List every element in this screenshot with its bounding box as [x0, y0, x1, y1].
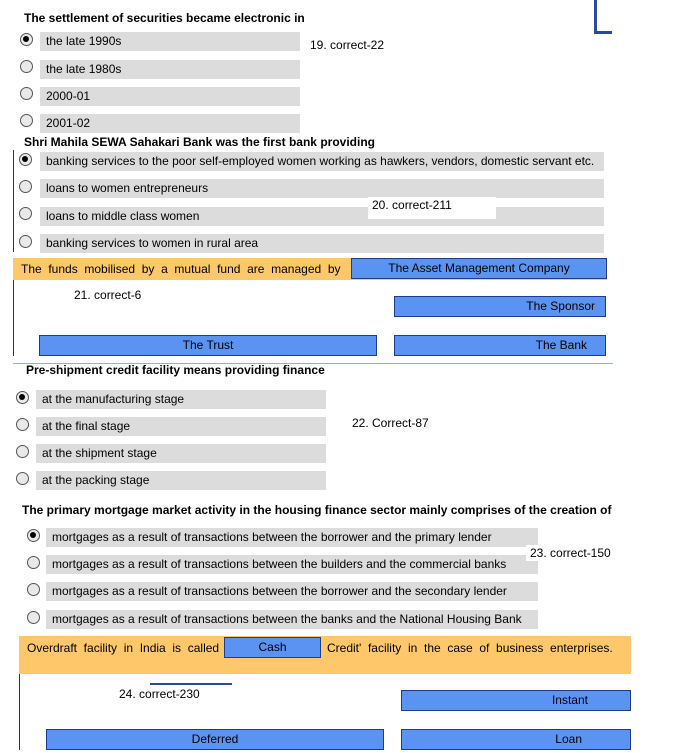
q22-radio-2[interactable] [16, 418, 29, 431]
q20-option-2[interactable]: loans to women entrepreneurs [40, 179, 604, 198]
q24-note: 24. correct-230 [115, 686, 204, 702]
q22-radio-1[interactable] [16, 391, 29, 404]
q22-option-3[interactable]: at the shipment stage [36, 444, 326, 463]
q19-question: The settlement of securities became electronic in [24, 11, 305, 25]
q24-note-line [150, 683, 232, 685]
q19-note: 19. correct-22 [306, 37, 388, 53]
q20-option-1[interactable]: banking services to the poor self-employed women working as hawkers, vendors, domestic servant etc. [40, 152, 604, 171]
q22-question: Pre-shipment credit facility means providing finance [26, 363, 325, 377]
q21-sentence: The funds mobilised by a mutual fund are managed by [21, 262, 341, 276]
q21-answer-slot[interactable]: The Asset Management Company [351, 258, 607, 279]
q22-option-4[interactable]: at the packing stage [36, 471, 326, 490]
q23-option-3[interactable]: mortgages as a result of transactions between the borrower and the secondary lender [46, 582, 538, 601]
q20-option-3[interactable]: loans to middle class women [40, 207, 604, 226]
q23-question: The primary mortgage market activity in the housing finance sector mainly comprises of the creation of [22, 503, 612, 517]
q24-choice-loan[interactable]: Loan [401, 729, 631, 750]
q21-left-border [13, 280, 14, 356]
q19-radio-4[interactable] [20, 114, 33, 127]
q23-option-1[interactable]: mortgages as a result of transactions between the borrower and the primary lender [46, 528, 538, 547]
q20-radio-2[interactable] [19, 180, 32, 193]
q19-radio-3[interactable] [20, 87, 33, 100]
q19-radio-1[interactable] [20, 33, 33, 46]
q21-choice-trust[interactable]: The Trust [39, 335, 377, 356]
q23-radio-1[interactable] [27, 529, 40, 542]
q20-radio-4[interactable] [19, 235, 32, 248]
q23-option-2[interactable]: mortgages as a result of transactions between the builders and the commercial banks [46, 555, 538, 574]
q23-radio-4[interactable] [27, 611, 40, 624]
q20-left-border [13, 150, 14, 252]
q19-option-2[interactable]: the late 1980s [40, 60, 300, 79]
q24-left-border [19, 674, 20, 750]
q22-radio-4[interactable] [16, 472, 29, 485]
q21-choice-sponsor[interactable]: The Sponsor [394, 296, 606, 317]
q22-option-1[interactable]: at the manufacturing stage [36, 390, 326, 409]
q23-radio-2[interactable] [27, 556, 40, 569]
q21-choice-bank[interactable]: The Bank [394, 335, 606, 356]
q24-choice-instant[interactable]: Instant [401, 690, 631, 711]
q22-note: 22. Correct-87 [348, 415, 433, 431]
q24-sentence-before: Overdraft facility in India is called [27, 641, 220, 655]
q20-radio-1[interactable] [19, 153, 32, 166]
q24-answer-slot[interactable]: Cash [224, 637, 321, 658]
q19-radio-2[interactable] [20, 60, 33, 73]
q23-radio-3[interactable] [27, 583, 40, 596]
q22-radio-3[interactable] [16, 445, 29, 458]
q19-option-1[interactable]: the late 1990s [40, 32, 300, 51]
partial-frame [594, 0, 612, 34]
q20-radio-3[interactable] [19, 207, 32, 220]
q23-option-4[interactable]: mortgages as a result of transactions between the banks and the National Housing Bank [46, 610, 538, 629]
q19-option-3[interactable]: 2000-01 [40, 87, 300, 106]
q20-note: 20. correct-211 [368, 197, 496, 219]
q24-sentence-after: Credit' facility in the case of business enterprises. [327, 641, 613, 655]
q21-note: 21. correct-6 [70, 287, 145, 303]
q20-option-4[interactable]: banking services to women in rural area [40, 234, 604, 253]
q22-option-2[interactable]: at the final stage [36, 417, 326, 436]
q23-note: 23. correct-150 [526, 545, 615, 561]
q19-option-4[interactable]: 2001-02 [40, 114, 300, 133]
q24-choice-deferred[interactable]: Deferred [46, 729, 384, 750]
q20-question: Shri Mahila SEWA Sahakari Bank was the first bank providing [24, 135, 375, 149]
